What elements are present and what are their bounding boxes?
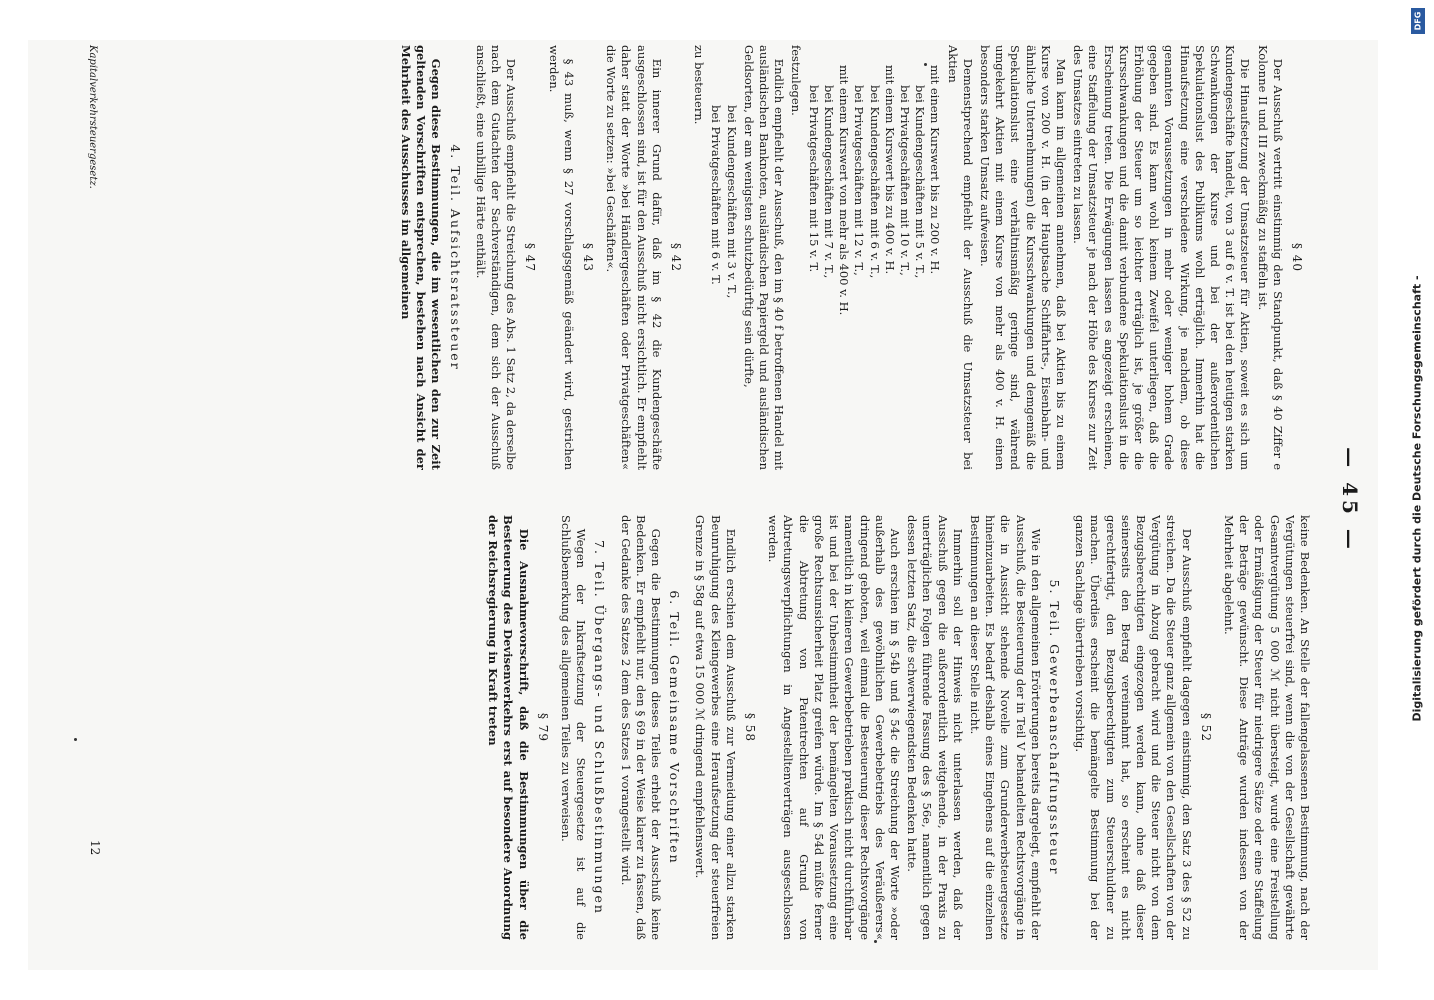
paragraph: Man kann im allgemeinen annehmen, daß bei Aktien bis zu einem Kurse von 200 v. H. (in der Hauptsache Schiffahrts-, Eisenbahn- und ähnliche Unternehmungen) die Kursschwankungen und demgemäß die Spekulationslust eine verhältnismäßig geringe sind, während umgekehrt Aktien mit einem Kurse von mehr als 400 v. H. einen besonders starken Umsatz aufweisen. (977, 45, 1068, 470)
right-column (102, 515, 1312, 940)
part-heading: 7. Teil. Übergangs- und Schlußbestimmungen (592, 540, 608, 915)
scale-line: bei Kundengeschäften mit 7 v. T., (821, 85, 836, 279)
scale-line: bei Kundengeschäften mit 6 v. T., (867, 85, 882, 279)
page-number: 12 (88, 840, 102, 856)
section-heading: § 47 (523, 242, 538, 273)
scale-line: bei Kundengeschäften mit 3 v. T., (724, 105, 739, 299)
scale-line: mit einem Kurswert bis zu 200 v. H. (928, 65, 943, 275)
scale-line: bei Privatgeschäften mit 12 v. T., (852, 85, 867, 276)
part-heading: 5. Teil. Gewerbeanschaffungssteuer (1046, 579, 1062, 876)
section-heading: § 42 (669, 242, 684, 273)
paragraph: Gegen diese Bestimmungen, die im wesentlichen den zur Zeit geltenden Vorschriften entsprechen, bestehen nach Ansicht der Mehrheit des Ausschusses im allgemeinen (399, 45, 444, 470)
scale-line: bei Privatgeschäften mit 10 v. T., (897, 85, 912, 276)
digitization-sidebar (1400, 0, 1434, 1000)
page-header: — 45 — (1338, 447, 1362, 553)
section-heading: § 79 (535, 712, 550, 743)
scale-line: mit einem Kurswert bis zu 400 v. H. (882, 65, 897, 275)
paragraph: Gegen die Bestimmungen dieses Teiles erhebt der Ausschuß keine Bedenken. Er empfiehlt nur, den § 69 in der Weise klarer zu fassen, daß der Gedanke des Satzes 2 dem des Satzes 1 vorangestellt wird. (618, 515, 664, 940)
scale-line: bei Kundengeschäften mit 5 v. T., (913, 85, 928, 279)
paragraph: Der Ausschuß vertritt einstimmig den Standpunkt, daß § 40 Ziffer e Kolonne II und III zweckmäßig zu staffeln ist. (1255, 45, 1285, 470)
tax-scale-2 (708, 45, 738, 470)
section-heading: § 40 (1290, 242, 1304, 273)
section-heading: § 58 (743, 712, 758, 743)
paragraph: Die Hinaufsetzung der Umsatzsteuer für Aktien, soweit es sich um Kundengeschäfte handelt, von 3 auf 6 v. T. ist bei den heutigen starken Schwankungen der Kurse und bei der außerordentlichen Spekulationslust des Publikums wohl erträglich. Immerhin hat die Hinaufsetzung eine verschiedene Wirkung, je nachdem, ob diese genannten Voraussetzungen in mehr oder weniger hohem Grade gegeben sind. Es kann wohl keinem Zweifel unterliegen, daß die Erhöhung der Steuer um so leichter erträglich ist, je größer die Kursschwankungen und die damit verbundene Spekulationslust in die Erscheinung treten. Die Erwägungen lassen es angezeigt erscheinen, eine Staffelung der Umsatzsteuer je nach der Höhe des Kurses zur Zeit des Umsatzes eintreten zu lassen. (1071, 45, 1253, 470)
paragraph: Wie in den allgemeinen Erörterungen bereits dargelegt, empfiehlt der Ausschuß, die Besteuerung der in Teil V behandelten Rechtsvorgänge in die in Aussicht stehende Novelle zum Grunderwerbsteuergesetze hineinzuarbeiten. Es bedarf deshalb eines Eingehens auf die einzelnen Bestimmungen an dieser Stelle nicht. (967, 515, 1043, 940)
scale-line: bei Privatgeschäften mit 15 v. T. (806, 85, 821, 273)
digitization-credit: Digitalisierung gefördert durch die Deutsche Forschungsgemeinschaft - (1410, 275, 1424, 722)
paragraph: Auch erschien im § 54b und § 54c die Streichung der Worte »oder außerhalb des gewöhnlichen Gewerbebetriebs des Veräußerers« dringend geboten, weil einmal die Besteuerung dieser Rechtsvorgänge namentlich in kleineren Gewerbebetrieben praktisch nicht durchführbar ist und bei der Unbestimmtheit der bemängelten Voraussetzung eine große Rechtsunsicherheit Platz greifen würde. Im § 54d müßte ferner die Abtretung von Patentrechten auf Grund von Abtretungsverpflichtungen in Angestelltenverträgen ausgeschlossen werden. (766, 515, 902, 940)
scale-line: bei Privatgeschäften mit 6 v. T. (709, 105, 724, 285)
paragraph: Ein innerer Grund dafür, daß im § 42 die Kundengeschäfte ausgeschlossen sind, ist für den Ausschuß nicht ersichtlich. Er empfiehlt daher statt der Worte »bei Händlergeschäften oder Privatgeschäften« die Worte zu setzen: »bei Geschäften«. (604, 45, 664, 470)
paragraph: Demenstprechend empfiehlt der Ausschuß die Umsatzsteuer bei Aktien (945, 45, 975, 470)
rotated-document (52, 20, 1382, 980)
paragraph: Endlich erschien dem Ausschuß zur Vermeidung einer allzu starken Beunruhigung des Kleingewerbes eine Heraufsetzung der steuerfreien Grenze in § 58g auf etwa 15 000 ℳ dringend empfehlenswert. (693, 515, 738, 940)
paragraph: Endlich empfiehlt der Ausschuß, den im § 40 f betroffenen Handel mit ausländischen Banknoten, ausländischen Papiergeld und ausländischen Geldsorten, der am wenigsten schutzbedürftig sein dürfte, (741, 45, 787, 470)
paragraph: Die Ausnahmevorschrift, daß die Bestimmungen über die Besteuerung des Devisenverkehrs erst auf besondere Anordnung der Reichsregierung in Kraft treten (486, 515, 531, 940)
dfg-logo-icon: DFG (1411, 8, 1425, 34)
paragraph: Der Ausschuß empfiehlt dagegen einstimmig, den Satz 3 des § 52 zu streichen. Da die Steuer ganz allgemein von den Gesellschaften von der Vergütung in Abzug gebracht wird und die Steuer nicht von dem Bezugsberechtigten eingezogen werden kann, ohne daß dieser seinerseits den Betrag vereinnahmt hat, so erscheint es nicht gerechtfertigt, den Bezugsberechtigten zum Steuerschuldner zu machen. Überdies erscheint die bemängelte Bestimmung bei der ganzen Sachlage übertrieben vorsichtig. (1073, 515, 1194, 940)
left-column (102, 45, 1312, 470)
part-heading: 4. Teil. Aufsichtsratssteuer (447, 144, 463, 371)
paragraph: § 43 muß, wenn § 27 vorschlagsgemäß geändert wird, gestrichen werden. (546, 45, 576, 470)
part-heading: 6. Teil. Gemeinsame Vorschriften (667, 590, 683, 865)
paragraph: Der Ausschuß empfiehlt die Streichung des Abs. 1 Satz 2, da derselbe nach dem Gutachten der Sachverständigen, dem sich der Ausschuß anschließt, eine unbillige Härte enthält. (473, 45, 519, 470)
section-heading: § 43 (581, 242, 596, 273)
paragraph: festzulegen. (789, 45, 804, 116)
paragraph: Wegen der Inkraftsetzung der Steuergesetze ist auf die Schlußbemerkung des allgemeinen Teiles zu verweisen. (559, 515, 589, 940)
section-heading: § 52 (1198, 712, 1213, 743)
paragraph: zu besteuern. (692, 45, 707, 125)
tax-scale (806, 45, 943, 470)
footnote: Kapitalverkehrsteuergesetz. (87, 45, 98, 189)
paragraph: keine Bedenken. An Stelle der fallengelassenen Bestimmung, nach der Vergütungen steuerfrei sind, wenn die von der Gesellschaft gewährte Gesamtvergütung 5 000 ℳ nicht übersteigt, wurde eine Freistellung oder Ermäßigung der Steuer für niedrigere Sätze oder eine Staffelung der Beträge gewünscht. Diese Anträge wurden indessen von der Mehrheit abgelehnt. (1221, 515, 1312, 940)
paragraph: Immerhin soll der Hinweis nicht unterlassen werden, daß der Ausschuß gegen die außerordentlich weitgehende, in der Praxis zu unerträglichen Folgen führende Fassung des § 56e, namentlich gegen dessen letzten Satz, die schwerwiegendsten Bedenken hatte. (905, 515, 965, 940)
scale-line: mit einem Kurswert von mehr als 400 v. H. (837, 65, 852, 316)
